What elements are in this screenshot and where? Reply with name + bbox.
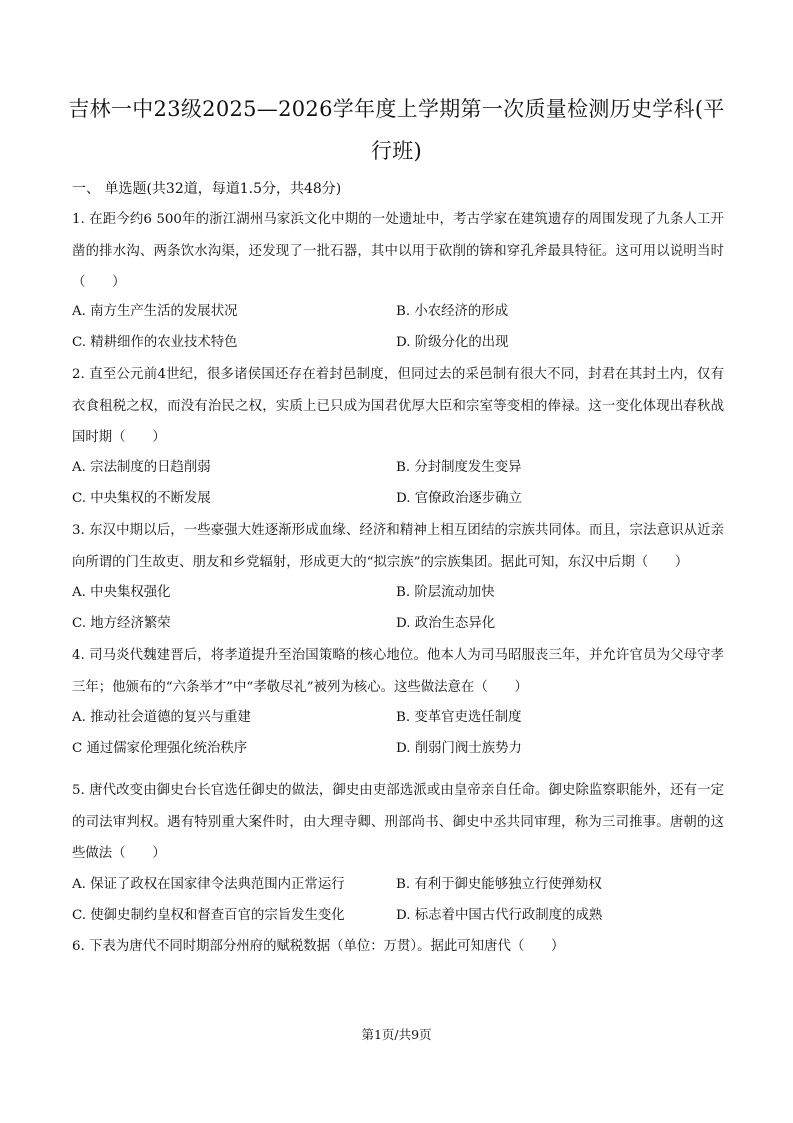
option-c: C. 使御史制约皇权和督查百官的宗旨发生变化 — [72, 908, 345, 923]
option-b: B. 有利于御史能够独立行使弹劾权 — [396, 877, 602, 892]
option-b: B. 阶层流动加快 — [396, 585, 495, 600]
question-options — [72, 869, 724, 931]
question-stem: 3. 东汉中期以后，一些豪强大姓逐渐形成血缘、经济和精神上相互团结的宗族共同体。而且，宗法意识从近亲向所谓的门生故吏、朋友和乡党辐射，形成更大的“拟宗族”的宗族集团。据此可知，东汉中后期（ ） — [72, 523, 724, 570]
question-options — [72, 452, 724, 514]
option-c: C. 地方经济繁荣 — [72, 616, 171, 631]
option-a: A. 南方生产生活的发展状况 — [72, 304, 238, 319]
page-title: 吉林一中23级2025—2026学年度上学期第一次质量检测历史学科(平行班) — [68, 97, 725, 163]
question-options — [72, 296, 724, 358]
option-d: D. 政治生态异化 — [396, 616, 496, 631]
option-c: C. 精耕细作的农业技术特色 — [72, 335, 238, 350]
option-a: A. 宗法制度的日趋削弱 — [72, 460, 211, 475]
question-stem: 4. 司马炎代魏建晋后，将孝道提升至治国策略的核心地位。他本人为司马昭服丧三年，并允许官员为父母守孝三年；他颁布的“六条举才”中“孝敬尽礼”被列为核心。这些做法意在（ ） — [72, 648, 724, 695]
question-stem: 5. 唐代改变由御史台长官选任御史的做法，御史由吏部选派或由皇帝亲自任命。御史除监察职能外，还有一定的司法审判权。遇有特别重大案件时，由大理寺卿、刑部尚书、御史中丞共同审理，称为三司推事。唐朝的这些做法（ ） — [72, 783, 724, 861]
question-options — [72, 702, 724, 764]
question-stem: 2. 直至公元前4世纪，很多诸侯国还存在着封邑制度，但同过去的采邑制有很大不同，封君在其封土内，仅有衣食租税之权，而没有治民之权，实质上已只成为国君优厚大臣和宗室等变相的俸禄。这一变化体现出春秋战国时期（ ） — [72, 367, 724, 445]
option-c: C. 中央集权的不断发展 — [72, 491, 211, 506]
option-d: D. 阶级分化的出现 — [396, 335, 509, 350]
option-c: C 通过儒家伦理强化统治秩序 — [72, 741, 248, 756]
question-stem: 6. 下表为唐代不同时期部分州府的赋税数据（单位：万贯）。据此可知唐代（ ） — [72, 939, 565, 954]
section-heading: 一、 单选题(共32道，每道1.5分，共48分) — [72, 181, 342, 197]
question-stem: 1. 在距今约6 500年的浙江湖州马家浜文化中期的一处遗址中，考古学家在建筑遗存的周围发现了九条人工开凿的排水沟、两条饮水沟渠，还发现了一批石器，其中以用于砍削的锛和穿孔斧最具特征。这可用以说明当时（ ） — [72, 212, 724, 290]
option-a: A. 中央集权强化 — [72, 585, 171, 600]
option-d: D. 削弱门阀士族势力 — [396, 741, 522, 756]
option-b: B. 分封制度发生变异 — [396, 460, 522, 475]
option-b: B. 变革官吏选任制度 — [396, 710, 522, 725]
option-d: D. 标志着中国古代行政制度的成熟 — [396, 908, 603, 923]
question-options — [72, 577, 724, 639]
option-d: D. 官僚政治逐步确立 — [396, 491, 522, 506]
option-a: A. 推动社会道德的复兴与重建 — [72, 710, 251, 725]
option-a: A. 保证了政权在国家律令法典范围内正常运行 — [72, 877, 345, 892]
page-number: 第1页/共9页 — [361, 1027, 432, 1042]
option-b: B. 小农经济的形成 — [396, 304, 509, 319]
